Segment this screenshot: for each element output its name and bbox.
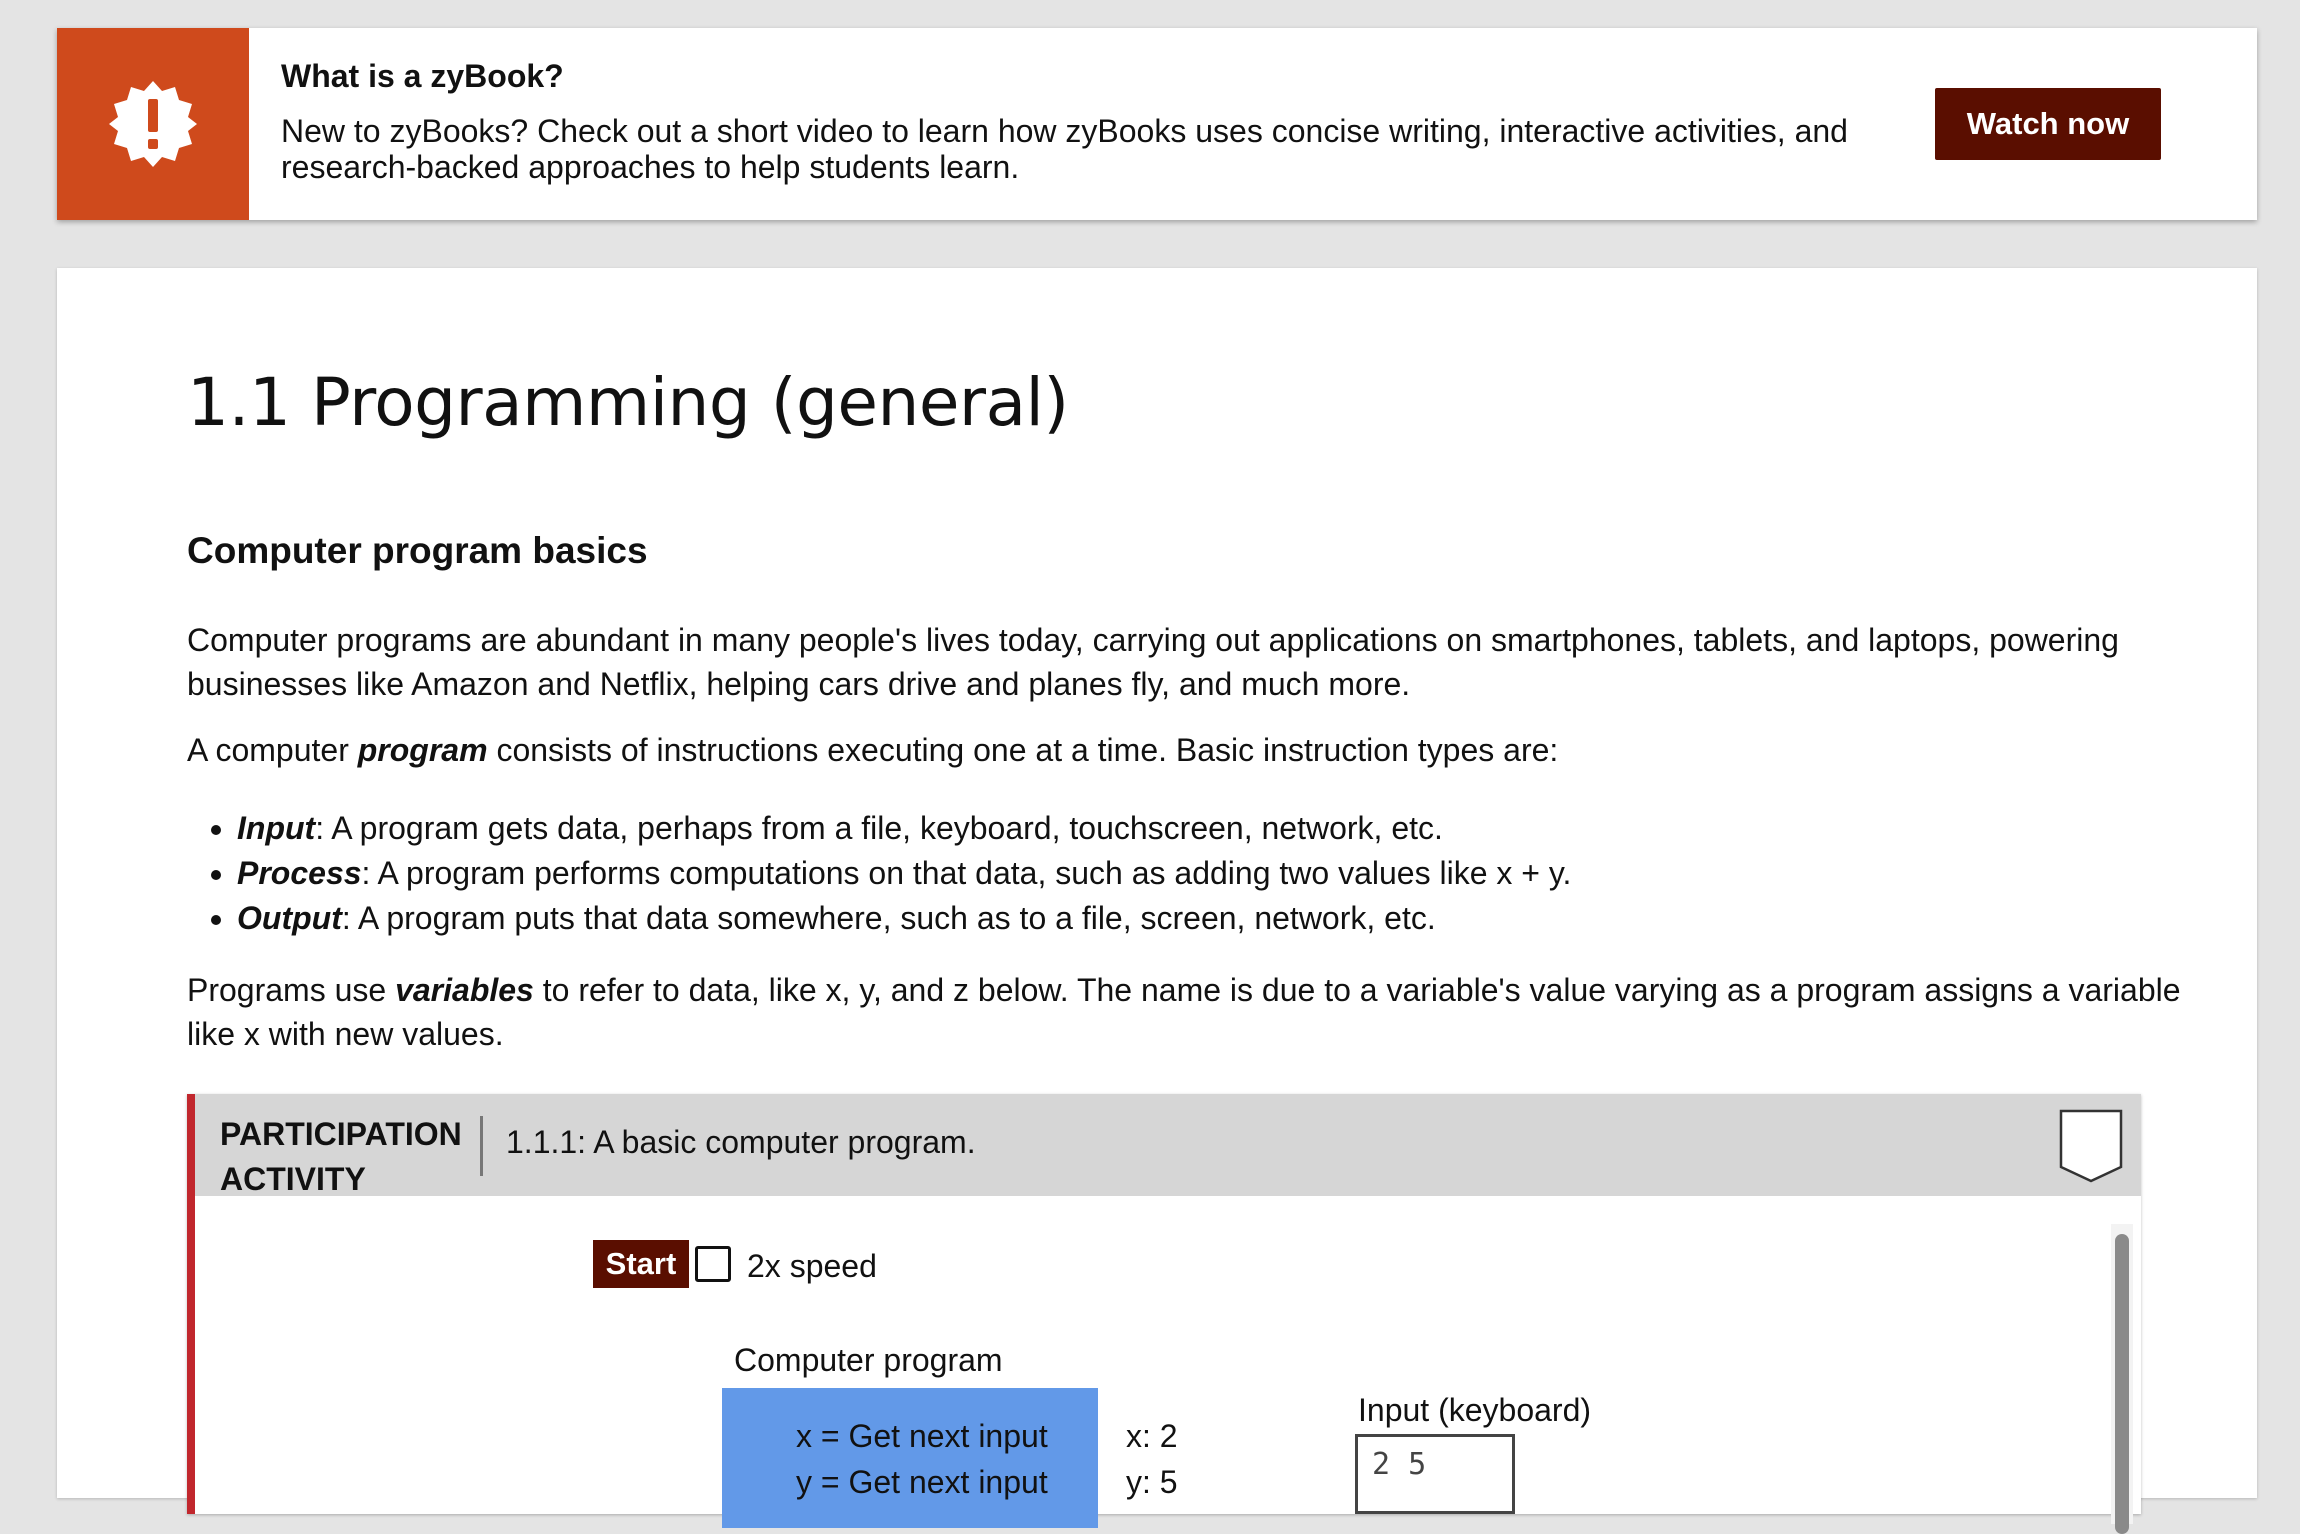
animation-area: [195, 1196, 2141, 1516]
start-button[interactable]: Start: [593, 1240, 689, 1288]
instruction-types-list: [187, 806, 1571, 941]
list-item-text: : A program puts that data somewhere, such as to a file, screen, network, etc.: [341, 900, 1436, 936]
variable-y-value: y: 5: [1126, 1464, 1178, 1500]
activity-scrollbar[interactable]: [2111, 1224, 2133, 1524]
list-item: [237, 806, 1571, 851]
list-item: [237, 896, 1571, 941]
banner-icon-box: [57, 28, 249, 220]
list-item-text: : A program performs computations on that data, such as adding two values like x + y.: [361, 855, 1572, 891]
intro-paragraph: Computer programs are abundant in many people's lives today, carrying out applications on smartphones, tablets, and laptops, powering businesses like Amazon and Netflix, helping cars drive and planes fly, and much more.: [187, 622, 2119, 702]
speed-label: 2x speed: [747, 1248, 877, 1284]
text-fragment: consists of instructions executing one at a time. Basic instruction types are:: [487, 732, 1559, 768]
variable-x-value: x: 2: [1126, 1418, 1178, 1454]
keyboard-input-box: 2 5: [1355, 1434, 1515, 1514]
term-input: Input: [237, 810, 316, 846]
bookmark-icon[interactable]: [2059, 1109, 2123, 1183]
page-title: 1.1 Programming (general): [187, 364, 1069, 441]
activity-header: [195, 1094, 2141, 1196]
zybook-info-banner: [57, 28, 2257, 220]
watch-now-button[interactable]: Watch now: [1935, 88, 2161, 160]
activity-type-label: PARTICIPATION ACTIVITY: [220, 1116, 462, 1197]
banner-title: What is a zyBook?: [281, 58, 564, 94]
variables-paragraph: [187, 968, 2197, 1056]
input-label: Input (keyboard): [1358, 1392, 1592, 1428]
program-line: x = Get next input: [796, 1418, 1048, 1454]
header-divider: [480, 1116, 483, 1176]
term-process: Process: [237, 855, 362, 891]
banner-body: New to zyBooks? Check out a short video to learn how zyBooks uses concise writing, interactive activities, and research-backed approaches to help students learn.: [281, 113, 1848, 185]
program-line: y = Get next input: [796, 1464, 1048, 1500]
text-fragment: to refer to data, like x, y, and z below. The name is due to a variable's value varying as a program assigns a variable like x with new values.: [187, 972, 2181, 1052]
section-card: [57, 268, 2257, 1498]
speed-checkbox[interactable]: [695, 1246, 731, 1282]
alert-badge-icon: [108, 79, 198, 169]
participation-activity: [187, 1094, 2141, 1514]
program-box: [722, 1388, 1098, 1528]
text-fragment: A computer: [187, 732, 358, 768]
program-label: Computer program: [734, 1342, 1003, 1378]
scrollbar-thumb[interactable]: [2115, 1234, 2129, 1534]
activity-title: 1.1.1: A basic computer program.: [506, 1124, 976, 1160]
text-fragment: Programs use: [187, 972, 396, 1008]
list-item: [237, 851, 1571, 896]
section-title: Computer program basics: [187, 530, 648, 571]
program-definition-paragraph: [187, 728, 2197, 772]
list-item-text: : A program gets data, perhaps from a file, keyboard, touchscreen, network, etc.: [315, 810, 1443, 846]
term-program: program: [357, 732, 488, 768]
term-variables: variables: [395, 972, 534, 1008]
term-output: Output: [237, 900, 342, 936]
